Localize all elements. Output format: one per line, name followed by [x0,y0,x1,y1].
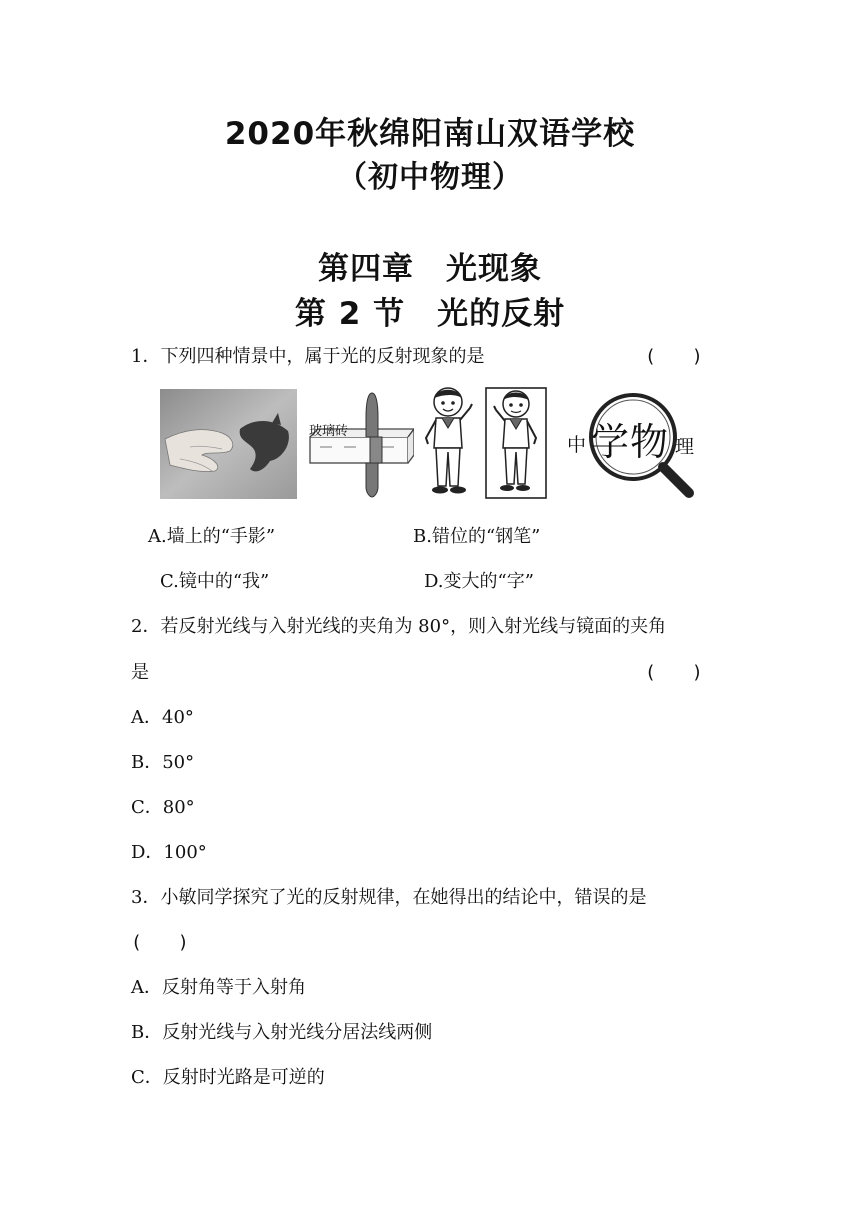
magnifier-char-xue: 学 [591,420,630,464]
question-1-bracket: ( ) [645,346,703,367]
question-1-option-a: A.墙上的“手影” [148,526,276,547]
question-2-stem-cont: 是 [131,662,149,683]
question-3-option-a: A．反射角等于入射角 [131,977,306,998]
question-3-stem: 3．小敏同学探究了光的反射规律，在她得出的结论中，错误的是 [131,887,647,908]
question-1-stem: 1．下列四种情景中，属于光的反射现象的是 [131,346,485,367]
question-2-bracket: ( ) [645,662,703,683]
document-title: 2020年秋绵阳南山双语学校 [224,116,636,152]
question-3-option-c: C．反射时光路是可逆的 [131,1067,325,1088]
hand-shadow-image [160,389,297,499]
boy-image [418,386,480,498]
section-title: 第 2 节 光的反射 [294,296,566,332]
glass-brick-label: 玻璃砖 [309,424,349,439]
question-1-option-c: C.镜中的“我” [160,571,270,592]
magnifier-char-li: 理 [675,436,695,458]
question-2-option-a: A．40° [131,707,194,728]
question-2-stem: 2．若反射光线与入射光线的夹角为 80°，则入射光线与镜面的夹角 [131,616,667,637]
question-1-option-b: B.错位的“钢笔” [413,526,541,547]
chapter-title: 第四章 光现象 [318,251,542,287]
question-1-option-d: D.变大的“字” [424,571,534,592]
document-subtitle: （初中物理） [337,160,523,195]
magnifier-char-zhong: 中 [567,434,587,456]
question-2-option-b: B．50° [131,752,195,773]
question-2-option-d: D．100° [131,842,207,863]
question-3-bracket: ( ) [131,932,189,953]
question-3-option-b: B．反射光线与入射光线分居法线两侧 [131,1022,433,1043]
mirror-boy-image [484,386,548,499]
pencil-glass-brick-image [304,389,414,499]
magnifier-char-wu: 物 [630,420,669,464]
question-2-option-c: C．80° [131,797,195,818]
